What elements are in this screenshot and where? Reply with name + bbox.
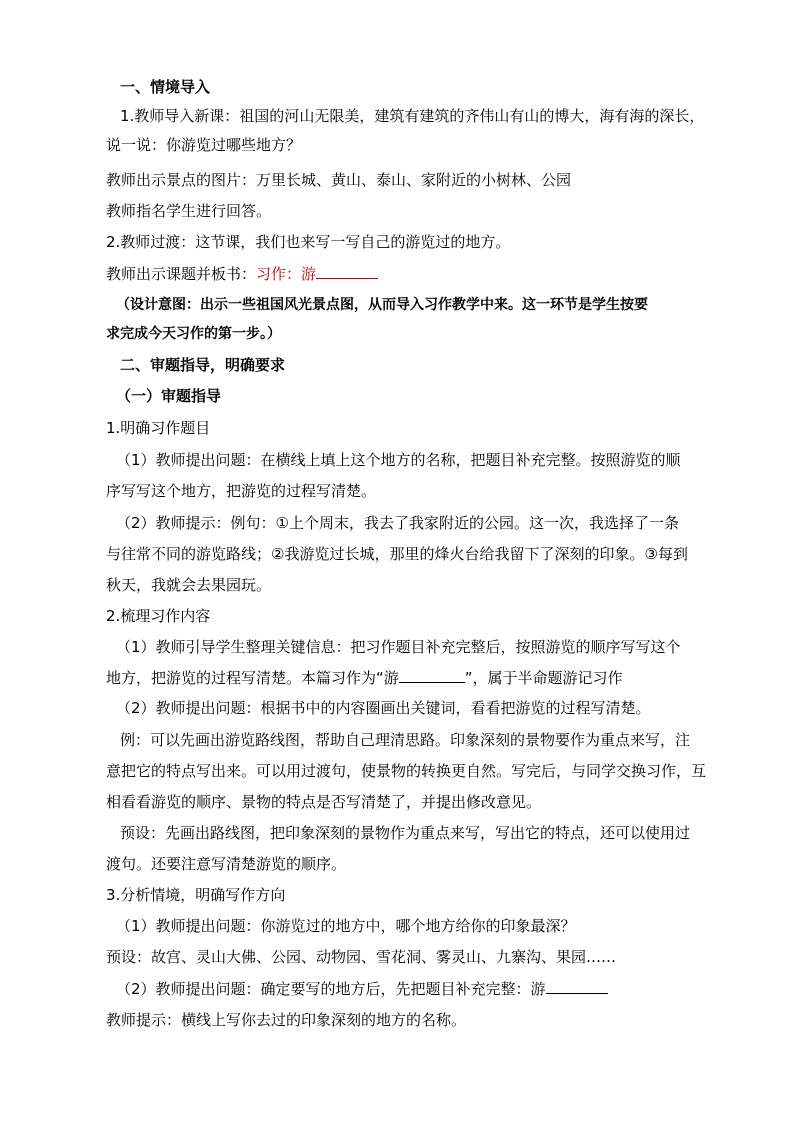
paragraph: 相看看游览的顺序、景物的特点是否写清楚了，并提出修改意见。	[106, 793, 542, 811]
item-heading: 3.分析情境，明确写作方向	[106, 886, 286, 904]
paragraph-text: 教师出示课题并板书：	[106, 265, 257, 283]
paragraph: （1）教师提出问题：你游览过的地方中，哪个地方给你的印象最深？	[116, 917, 576, 935]
paragraph: 教师出示景点的图片：万里长城、黄山、泰山、家附近的小树林、公园	[106, 171, 572, 189]
paragraph: 与往常不同的游览路线；②我游览过长城，那里的烽火台给我留下了深刻的印象。③每到	[106, 545, 688, 563]
fill-blank-line	[399, 667, 465, 683]
paragraph: 预设：故宫、灵山大佛、公园、动物园、雪花洞、雾灵山、九寨沟、果园……	[106, 948, 617, 966]
subsection-heading: （一）审题指导	[116, 387, 222, 405]
paragraph: 秋天，我就会去果园玩。	[106, 576, 272, 594]
paragraph: 教师指名学生进行回答。	[106, 202, 272, 220]
paragraph: （1）教师提出问题：在横线上填上这个地方的名称，把题目补充完整。按照游览的顺	[116, 451, 681, 469]
paragraph: 1.教师导入新课：祖国的河山无限美，建筑有建筑的齐伟山有山的博大，海有海的深长，	[120, 107, 705, 125]
paragraph	[106, 667, 623, 688]
item-heading: 1.明确习作题目	[106, 419, 211, 437]
paragraph-text: 地方，把游览的过程写清楚。本篇习作为“游	[106, 669, 399, 687]
paragraph	[106, 263, 378, 284]
paragraph: 例：可以先画出游览路线图，帮助自己理清思路。印象深刻的景物要作为重点来写，注	[120, 731, 691, 749]
design-intent: （设计意图：出示一些祖国风光景点图，从而导入习作教学中来。这一环节是学生按要	[116, 297, 648, 313]
paragraph-text: （2）教师提出问题：确定要写的地方后，先把题目补充完整：游	[116, 980, 546, 998]
paragraph: 教师提示：横线上写你去过的印象深刻的地方的名称。	[106, 1011, 467, 1029]
design-intent: 求完成今天习作的第一步。）	[106, 326, 281, 342]
item-heading: 2.梳理习作内容	[106, 607, 211, 625]
section-heading-2: 二、审题指导，明确要求	[120, 356, 286, 374]
paragraph: 说一说：你游览过哪些地方？	[106, 136, 302, 154]
paragraph	[116, 978, 608, 999]
paragraph: （2）教师提出问题：根据书中的内容圈画出关键词，看看把游览的过程写清楚。	[116, 699, 651, 717]
paragraph: 意把它的特点写出来。可以用过渡句，使景物的转换更自然。写完后，与同学交换习作，互	[106, 762, 707, 780]
fill-blank-line	[316, 263, 378, 279]
paragraph: 渡句。还要注意写清楚游览的顺序。	[106, 855, 347, 873]
fill-blank-line	[546, 978, 608, 994]
paragraph: （1）教师引导学生整理关键信息：把习作题目补充完整后，按照游览的顺序写写这个	[116, 638, 681, 656]
paragraph: 2.教师过渡：这节课，我们也来写一写自己的游览过的地方。	[106, 233, 511, 251]
lesson-title: 习作：游	[256, 265, 317, 283]
paragraph-text: ”，属于半命题游记习作	[464, 669, 623, 687]
section-heading-1: 一、情境导入	[120, 78, 211, 96]
paragraph: 序写写这个地方，把游览的过程写清楚。	[106, 482, 377, 500]
paragraph: （2）教师提示：例句：①上个周末，我去了我家附近的公园。这一次，我选择了一条	[116, 514, 679, 532]
paragraph: 预设：先画出路线图，把印象深刻的景物作为重点来写，写出它的特点，还可以使用过	[120, 824, 691, 842]
